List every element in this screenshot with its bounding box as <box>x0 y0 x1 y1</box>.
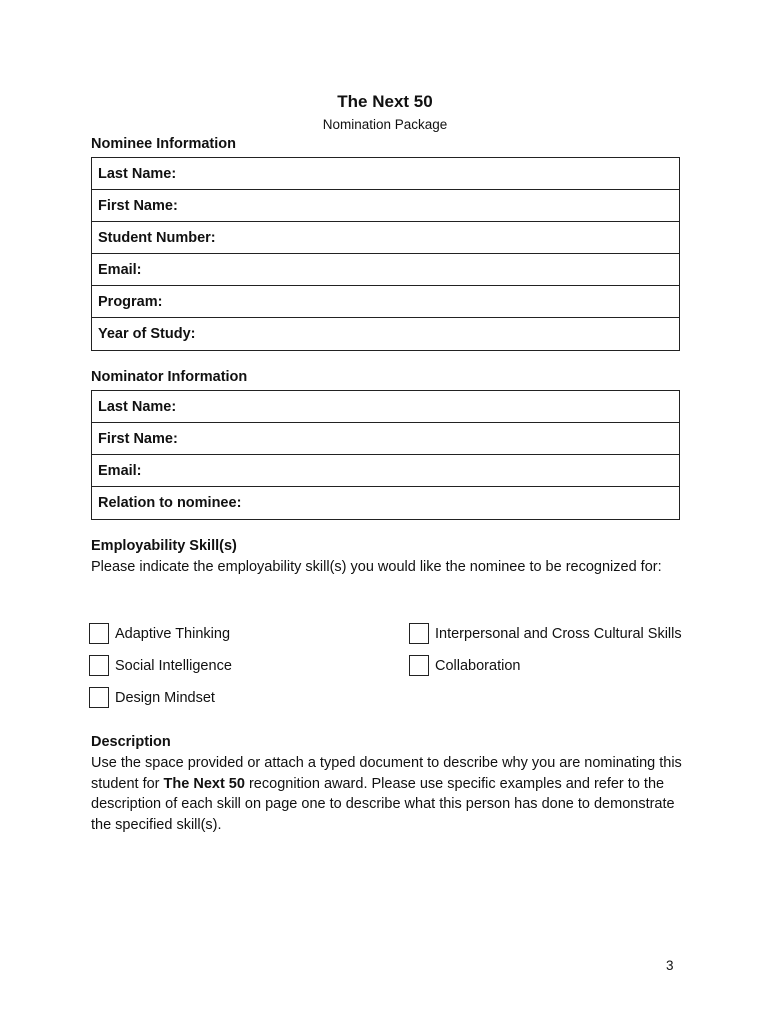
checkbox[interactable] <box>89 655 109 676</box>
nominee-student-number-field[interactable]: Student Number: <box>92 222 679 254</box>
nominee-heading: Nominee Information <box>91 136 237 152</box>
description-text <box>91 753 685 835</box>
skill-option-adaptive-thinking[interactable] <box>89 623 230 644</box>
description-text-end: recognition award. Please use specific examples and refer to the description of each skill on page one to describe what this person has done to demonstrate the specified skill(s). <box>91 775 675 833</box>
skill-option-label: Collaboration <box>435 657 521 674</box>
nominator-email-field[interactable]: Email: <box>92 455 679 487</box>
skill-option-collaboration[interactable] <box>409 655 520 676</box>
description-heading: Description <box>91 734 171 750</box>
page-subtitle: Nomination Package <box>322 117 448 132</box>
description-text-start: Use the space provided or attach a typed document to describe why you are nominating this student for <box>91 755 682 792</box>
nominee-year-of-study-field[interactable]: Year of Study: <box>98 326 196 342</box>
nominee-last-name-field[interactable]: Last Name: <box>92 158 679 190</box>
nominator-heading: Nominator Information <box>91 369 248 385</box>
nominator-first-name-field[interactable]: First Name: <box>92 423 679 455</box>
nominator-table <box>91 390 680 520</box>
skill-option-label: Adaptive Thinking <box>115 625 231 642</box>
nominee-program-field[interactable]: Program: <box>92 286 679 318</box>
skill-option-label: Interpersonal and Cross Cultural Skills <box>435 625 682 642</box>
skills-heading: Employability Skill(s) <box>91 538 237 554</box>
nominee-first-name-field[interactable]: First Name: <box>92 190 679 222</box>
nominator-last-name-field[interactable]: Last Name: <box>92 391 679 423</box>
page-title: The Next 50 <box>337 92 433 111</box>
nominee-table <box>91 157 680 351</box>
skill-option-label: Social Intelligence <box>115 657 232 674</box>
skill-option-label: Design Mindset <box>115 689 215 706</box>
award-name: The Next 50 <box>163 775 245 792</box>
checkbox[interactable] <box>89 623 109 644</box>
skills-instructions: Please indicate the employability skill(s) you would like the nominee to be recognized for: <box>91 559 662 575</box>
skill-option-design-mindset[interactable] <box>89 687 215 708</box>
checkbox[interactable] <box>89 687 109 708</box>
skill-option-social-intelligence[interactable] <box>89 655 232 676</box>
checkbox[interactable] <box>409 655 429 676</box>
skill-option-interpersonal[interactable] <box>409 623 682 644</box>
checkbox[interactable] <box>409 623 429 644</box>
page-number: 3 <box>666 958 674 973</box>
nominee-email-field[interactable]: Email: <box>92 254 679 286</box>
nominator-relation-field[interactable]: Relation to nominee: <box>98 495 242 511</box>
